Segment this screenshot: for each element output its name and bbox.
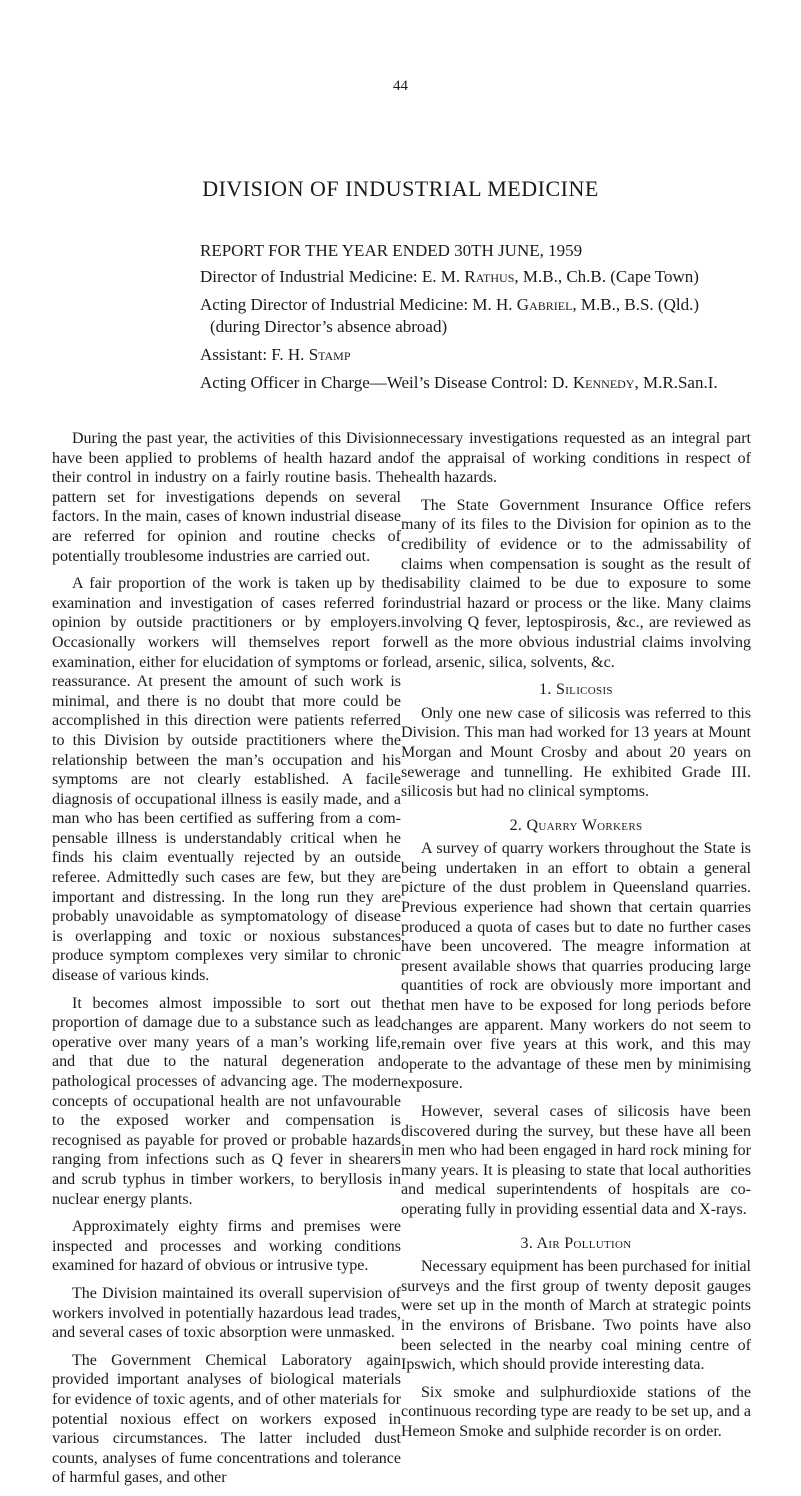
acting-director-line: [200, 294, 780, 316]
paragraph: However, several cases of silicosis have been discovered during the survey, but these have all been in men who had been engaged in hard rock mining for many years. It is pleasing to state that local authorities and medical superintendents of hospitals are co-operating fully in providing essential data and X-rays.: [401, 1103, 751, 1218]
director-name: Rathus: [464, 267, 515, 286]
paragraph: Only one new case of silicosis was referred to this Division. This man had worked for 13 years at Mount Morgan and Mount Crosby and about 20 years on sewerage and tunnelling. He exhibited Grade III. silicosis but had no clinical symptoms.: [401, 704, 751, 801]
officer-prefix: Acting Officer in Charge—Weil’s Disease Control: D.: [200, 373, 573, 392]
section-heading-silicosis: 1. Silicosis: [539, 681, 613, 699]
paragraph: A fair proportion of the work is taken up by the examination and investigation of cases referred for opinion by outside practitioners or by employers. Occasionally workers will themselves report for examination, either for elucidation of symptoms or for reassurance. At present the amount of such work is minimal, and there is no doubt that more could be accomplished in this direction were patients referred to this Division by outside practitioners where the relationship between the man’s occupation and his symptoms are not clearly established. A facile diagnosis of occupational illness is easily made, and a man who has been certified as suffering from a compensable illness is understandably critical when he finds his claim eventually rejected by an outside referee. Admittedly such cases are few, but they are important and distressing. In the long run they are probably unavoidable as symptomatology of disease is overlapping and toxic or noxious substances produce symptom complexes very similar to chronic disease of various kinds.: [52, 575, 401, 985]
paragraph: Six smoke and sulphurdioxide stations of the continuous recording type are ready to be set up, and a Hemeon Smoke and sulphide recorder is on order.: [401, 1383, 751, 1440]
officer-line: [200, 372, 780, 394]
acting-director-name: Gabriel: [516, 295, 573, 314]
director-suffix: , M.B., Ch.B. (Cape Town): [514, 267, 699, 286]
assistant-line: [200, 344, 780, 366]
page-number: 44: [393, 78, 408, 94]
left-column: [52, 429, 401, 1496]
director-line: [200, 266, 780, 288]
paragraph: A survey of quarry workers throughout the State is being undertaken in an effort to obtain a general picture of the dust problem in Queensland quarries. Previous experience had shown that certain quarries produced a quota of cases but to date no further cases have been uncovered. The meagre information at present available shows that quarries producing large quantities of rock are obviously more important and that men have to be exposed for long periods before changes are apparent. Many workers do not seem to remain over five years at this work, and this may operate to the advantage of these men by minimising exposure.: [401, 840, 751, 1093]
director-prefix: Director of Industrial Medicine: E. M.: [200, 267, 465, 286]
paragraph: It becomes almost impossible to sort out the proportion of damage due to a substance such as lead operative over many years of a man’s working life, and that due to the natural degeneration and pathological processes of advancing age. The modern concepts of occupational health are not unfavourable to the exposed worker and compensation is recognised as payable for proved or probable hazards ranging from infections such as Q fever in shearers and scrub typhus in timber workers, to beryllosis in nuclear energy plants.: [52, 994, 401, 1208]
paragraph: Approximately eighty firms and premises were inspected and processes and working conditions examined for hazard of obvious or intrusive type.: [52, 1218, 401, 1275]
report-title: REPORT FOR THE YEAR ENDED 30TH JUNE, 1959: [200, 241, 583, 260]
acting-director-suffix: , M.B., B.S. (Qld.): [572, 295, 699, 314]
section-heading-quarry-workers: 2. Quarry Workers: [509, 816, 643, 834]
officer-suffix: , M.R.San.I.: [634, 373, 718, 392]
section-heading-air-pollution: 3. Air Pollution: [520, 1234, 632, 1252]
paragraph: During the past year, the activities of this Division have been applied to problems of health hazard and their control in industry on a fairly routine basis. The pattern set for investigations depends on several factors. In the main, cases of known industrial disease are referred for opinion and routine checks of potentially troublesome industries are carried out.: [52, 430, 401, 565]
officer-name: Kennedy: [572, 373, 635, 392]
assistant-name: Stamp: [308, 345, 351, 364]
page-title: DIVISION OF INDUSTRIAL MEDICINE: [202, 176, 599, 201]
acting-director-note: (during Director’s absence abroad): [210, 317, 448, 336]
paragraph: The State Government Insurance Office refers many of its files to the Division for opinion as to the credibility of evidence or to the admissability of claims when compensation is sought as the result of disability claimed to be due to exposure to some industrial hazard or process or the like. Many claims involving Q fever, leptospirosis, &c., are reviewed as well as the more obvious industrial claims involving lead, arsenic, silica, solvents, &c.: [401, 496, 751, 671]
paragraph: The Division maintained its overall supervision of workers involved in potentially hazardous lead trades, and several cases of toxic absorption were unmasked.: [52, 1284, 401, 1342]
acting-director-prefix: Acting Director of Industrial Medicine: M. H.: [200, 295, 517, 314]
report-header: [200, 240, 780, 400]
paragraph: Necessary equipment has been purchased for initial surveys and the first group of twenty deposit gauges were set up in the month of March at strategic points in the environs of Brisbane. Two points have also been selected in the nearby coal mining centre of Ipswich, which should provide interesting data.: [401, 1258, 751, 1374]
assistant-prefix: Assistant: F. H.: [200, 345, 309, 364]
paragraph: The Government Chemical Laboratory again provided important analyses of biological materials for evidence of toxic agents, and of other materials for potential noxious effect on workers exposed in various circumstances. The latter included dust counts, analyses of fume concentrations and tolerance of harmful gases, and other: [52, 1351, 401, 1487]
paragraph: necessary investigations requested as an integral part of the appraisal of working conditions in respect of health hazards.: [401, 430, 751, 487]
right-column: [401, 429, 751, 1450]
